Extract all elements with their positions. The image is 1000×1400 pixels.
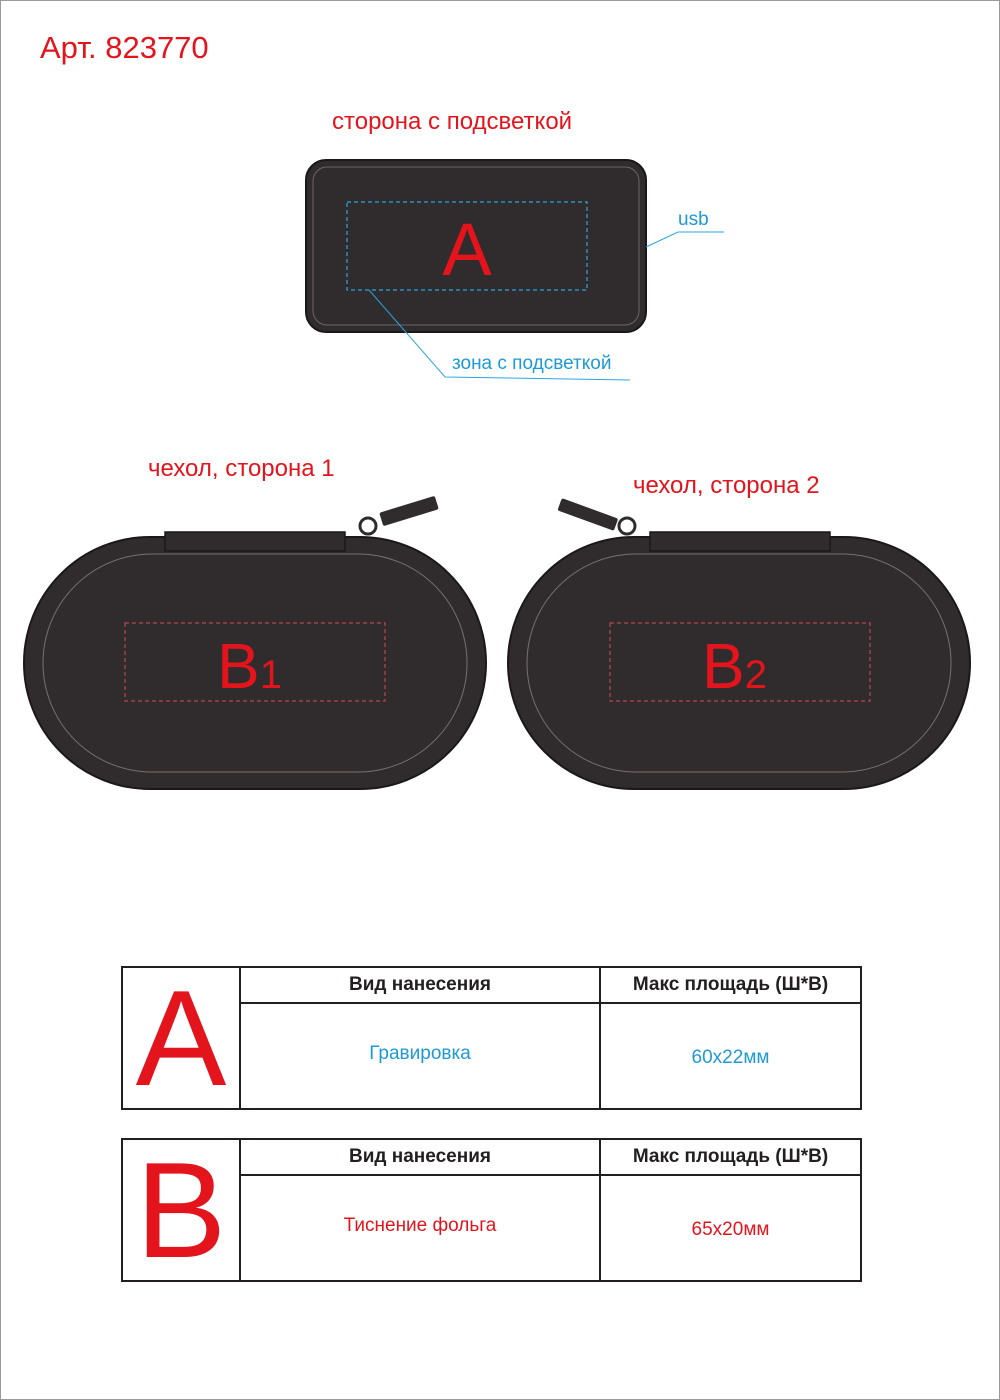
zone-b2-marker: B2: [702, 630, 767, 702]
zone-b1-marker: B1: [217, 630, 282, 702]
spec-table-b: [121, 1134, 862, 1286]
zipper-band-2: [650, 532, 830, 551]
case-side-1-title: чехол, сторона 1: [148, 455, 335, 482]
table-a-area-value: 60x22мм: [691, 1047, 770, 1068]
zipper-band-1: [165, 532, 345, 551]
power-bank-drawing: [306, 160, 724, 380]
table-b-area-header: Макс площадь (Ш*В): [601, 1140, 860, 1176]
table-a-method-value: Гравировка: [369, 1043, 471, 1064]
backlit-side-title: сторона с подсветкой: [332, 108, 573, 135]
usb-label: usb: [678, 209, 709, 230]
table-b-letter-cell: [123, 1134, 241, 1286]
table-a-letter-cell: [123, 962, 241, 1114]
usb-leader-line: [646, 232, 724, 247]
zipper-ring-2: [619, 518, 635, 534]
article-number: Арт. 823770: [40, 30, 209, 65]
table-b-letter: B: [135, 1134, 227, 1286]
zipper-puller-1: [379, 496, 439, 526]
zipper-ring-1: [360, 518, 376, 534]
table-a-method-header: Вид нанесения: [241, 968, 599, 1004]
table-a-area-header: Макс площадь (Ш*В): [601, 968, 860, 1004]
backlit-zone-label: зона с подсветкой: [452, 353, 612, 374]
table-b-area-value: 65x20мм: [691, 1219, 770, 1240]
table-b-method-value: Тиснение фольга: [343, 1215, 497, 1236]
zone-a-marker: A: [442, 208, 492, 291]
zipper-puller-2: [557, 498, 618, 531]
spec-table-a: [121, 962, 862, 1114]
case-side-1-drawing: [24, 496, 486, 789]
case-side-2-title: чехол, сторона 2: [633, 472, 820, 499]
table-a-letter: A: [135, 962, 227, 1114]
case-side-2-drawing: [508, 498, 970, 789]
table-b-method-header: Вид нанесения: [241, 1140, 599, 1176]
